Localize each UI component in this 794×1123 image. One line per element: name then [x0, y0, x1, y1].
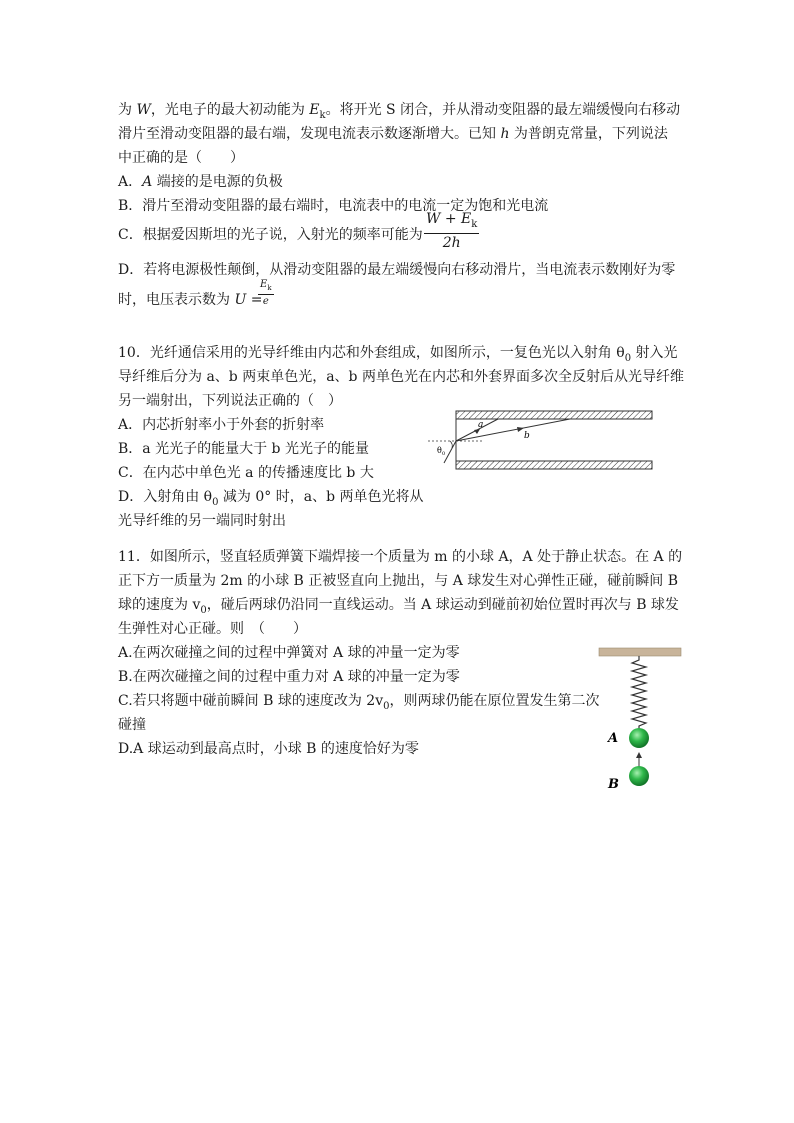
q9-line-3: 中正确的是（ ）	[118, 150, 244, 166]
q10-line-3: 另一端射出，下列说法正确的（ ）	[118, 393, 342, 409]
q9-option-c: C．根据爱因斯坦的光子说，入射光的频率可能为	[118, 227, 423, 243]
q10-option-a: A．内芯折射率小于外套的折射率	[118, 417, 325, 433]
fiber-cladding-top	[456, 411, 652, 419]
q10-option-c: C．在内芯中单色光 a 的传播速度比 b 大	[118, 465, 374, 481]
q9-line-2: 滑片至滑动变阻器的最右端，发现电流表示数逐渐增大。已知 h 为普朗克常量，下列说法	[118, 126, 668, 142]
theta-label: θ	[437, 446, 442, 455]
fiber-cladding-bottom	[456, 461, 652, 469]
q9-option-b: B．滑片至滑动变阻器的最右端时，电流表中的电流一定为饱和光电流	[118, 198, 549, 214]
ceiling	[599, 648, 681, 656]
q11-option-c-line-2: 碰撞	[118, 717, 146, 733]
q9-option-d-fraction: $\frac{E_k}{e}$	[260, 279, 272, 307]
q10-line-1: 10．光纤通信采用的光导纤维由内芯和外套组成，如图所示，一复色光以入射角 $\theta_0$ 射入光	[118, 345, 678, 364]
q11-option-c-line-1: C.若只将题中碰前瞬间 B 球的速度改为 $2v_0$，则两球仍能在原位置发生第二次	[118, 693, 600, 712]
spring	[632, 656, 646, 730]
q11-line-1: 11．如图所示，竖直轻质弹簧下端焊接一个质量为 m 的小球 A，A 处于静止状态。在 A 的	[118, 549, 683, 565]
ball-a	[629, 728, 649, 748]
velocity-arrow-head	[636, 752, 642, 758]
q11-option-a: A.在两次碰撞之间的过程中弹簧对 A 球的冲量一定为零	[118, 645, 460, 661]
ray-a-label: a	[478, 420, 484, 430]
q9-option-a: A．A 端接的是电源的负极	[118, 174, 283, 190]
ball-b-label: B	[608, 777, 619, 792]
q11-line-4: 生弹性对心正碰。则 （ ）	[118, 621, 307, 637]
theta-subscript: 0	[442, 451, 446, 457]
ball-a-label: A	[608, 731, 619, 746]
q11-option-d: D.A 球运动到最高点时，小球 B 的速度恰好为零	[118, 741, 419, 757]
q11-option-b: B.在两次碰撞之间的过程中重力对 A 球的冲量一定为零	[118, 669, 460, 685]
q9-line-1: 为 W，光电子的最大初动能为 $E_k$。将开光 S 闭合，并从滑动变阻器的最左端缓慢向右移动	[118, 102, 681, 121]
q11-line-3: 球的速度为 $v_0$，碰后两球仍沿同一直线运动。当 A 球运动到碰前初始位置时再次与 B 球发	[118, 597, 679, 616]
q9-option-d-line-2: 时，电压表示数为 U =	[118, 292, 263, 308]
incident-ray	[444, 441, 456, 463]
q11-line-2: 正下方一质量为 2m 的小球 B 正被竖直向上抛出，与 A 球发生对心弹性正碰，碰前瞬间 B	[118, 573, 679, 589]
q10-line-2: 导纤维后分为 a、b 两束单色光，a、b 两单色光在内芯和外套界面多次全反射后从光导纤维	[118, 369, 684, 385]
q10-option-d-line-1: D．入射角由 $\theta_0$ 减为 0° 时，a、b 两单色光将从	[118, 489, 424, 508]
q9-option-c-fraction: $\frac{W + E_k}{2h}$	[426, 211, 478, 251]
q10-option-b: B．a 光光子的能量大于 b 光光子的能量	[118, 441, 369, 457]
optical-fiber-figure	[420, 405, 660, 475]
spring-balls-figure	[595, 644, 685, 794]
q9-option-d-line-1: D．若将电源极性颠倒，从滑动变阻器的最左端缓慢向右移动滑片，当电流表示数刚好为零	[118, 262, 676, 278]
ball-b	[629, 766, 649, 786]
incidence-angle-arc	[450, 441, 452, 448]
q10-option-d-line-2: 光导纤维的另一端同时射出	[118, 513, 286, 529]
ray-b-label: b	[524, 431, 530, 441]
ray-b	[456, 419, 570, 441]
